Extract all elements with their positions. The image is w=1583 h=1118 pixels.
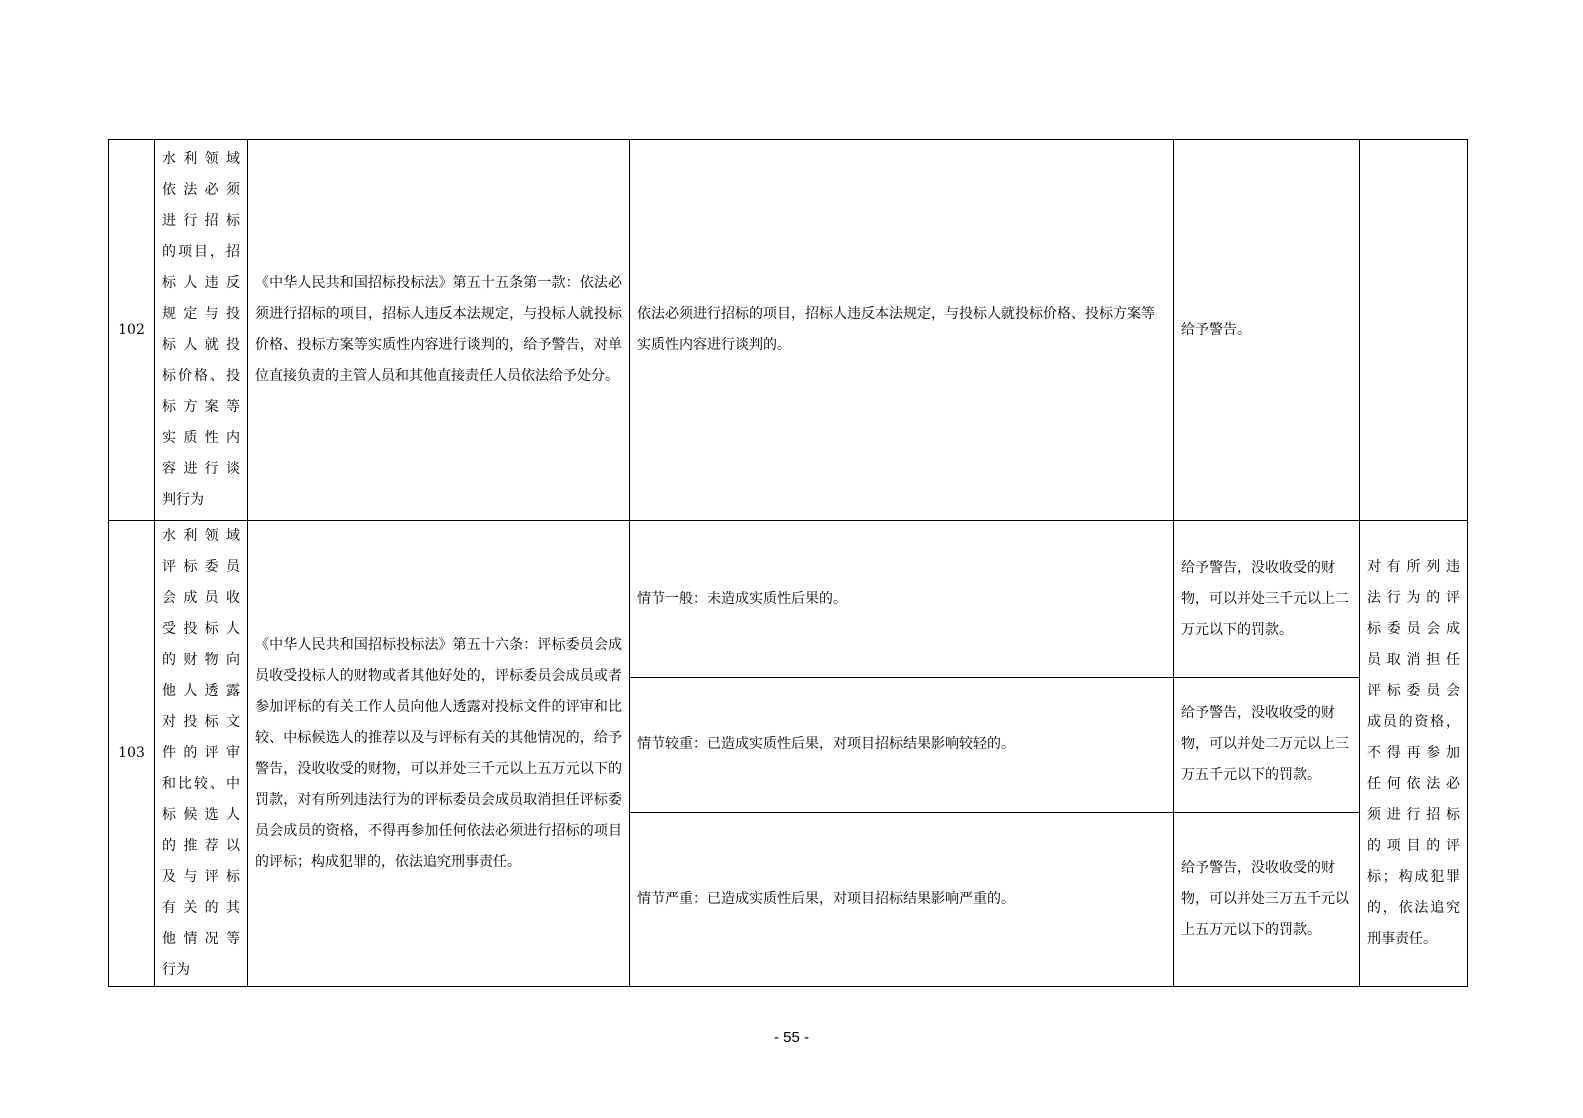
note-line: 法行为的评 (1367, 590, 1460, 606)
name-line: 件的评审 (162, 745, 240, 761)
name-line: 进行招标 (162, 213, 240, 229)
legal-basis: 《中华人民共和国招标投标法》第五十五条第一款：依法必须进行招标的项目，招标人违反本法规定，与投标人就投标价格、投标方案等实质性内容进行谈判的，给予警告，对单位直接负责的主管人员和其他直接责任人员依法给予处分。 (248, 140, 630, 521)
note-line: 对有所列违 (1367, 559, 1460, 575)
note-line: 成员的资格， (1367, 714, 1460, 730)
name-line: 依法必须 (162, 182, 240, 198)
violation-name (155, 140, 248, 521)
page-number: - 55 - (773, 1029, 809, 1046)
penalty-standard: 给予警告，没收收受的财物，可以并处三万五千元以上五万元以下的罚款。 (1174, 812, 1360, 987)
name-line: 容进行谈 (162, 461, 240, 477)
name-line: 实质性内 (162, 430, 240, 446)
name-line: 的项目，招 (162, 244, 240, 260)
name-line: 水利领域 (162, 528, 240, 544)
penalty-standard: 给予警告。 (1174, 140, 1360, 521)
name-line: 标人违反 (162, 275, 240, 291)
name-line: 受投标人 (162, 621, 240, 637)
name-line: 规定与投 (162, 306, 240, 322)
note-line: 评标委员会 (1367, 683, 1460, 699)
note-line: 须进行招标 (1367, 807, 1460, 823)
circumstance-condition: 情节较重：已造成实质性后果，对项目招标结果影响较轻的。 (630, 678, 1174, 812)
name-line: 评标委员 (162, 559, 240, 575)
name-line: 水利领域 (162, 151, 240, 167)
note-line: 标；构成犯罪 (1367, 869, 1460, 885)
circumstance-condition: 情节一般：未造成实质性后果的。 (630, 521, 1174, 678)
name-line: 对投标文 (162, 714, 240, 730)
name-line: 会成员收 (162, 590, 240, 606)
name-line: 标价格、投 (162, 368, 240, 384)
violation-name (155, 521, 248, 987)
penalty-standard: 给予警告，没收收受的财物，可以并处二万元以上三万五千元以下的罚款。 (1174, 678, 1360, 812)
note-line: 员取消担任 (1367, 652, 1460, 668)
name-line: 标候选人 (162, 807, 240, 823)
name-line: 他情况等 (162, 931, 240, 947)
name-line: 的推荐以 (162, 838, 240, 854)
note-line: 的，依法追究 (1367, 900, 1460, 916)
table-row (109, 140, 1468, 521)
name-line: 标方案等 (162, 399, 240, 415)
name-line: 标人就投 (162, 337, 240, 353)
remarks-cell (1360, 521, 1468, 987)
legal-basis: 《中华人民共和国招标投标法》第五十六条：评标委员会成员收受投标人的财物或者其他好处的，评标委员会成员或者参加评标的有关工作人员向他人透露对投标文件的评审和比较、中标候选人的推荐以及与评标有关的其他情况的，给予警告，没收收受的财物，可以并处三千元以上五万元以下的罚款，对有所列违法行为的评标委员会成员取消担任评标委员会成员的资格，不得再参加任何依法必须进行招标的项目的评标；构成犯罪的，依法追究刑事责任。 (248, 521, 630, 987)
note-line: 不得再参加 (1367, 745, 1460, 761)
note-line: 标委员会成 (1367, 621, 1460, 637)
circumstance-condition: 情节严重：已造成实质性后果，对项目招标结果影响严重的。 (630, 812, 1174, 987)
name-line: 有关的其 (162, 900, 240, 916)
row-number: 102 (109, 140, 155, 521)
penalty-standards-table (108, 139, 1468, 987)
penalty-standard: 给予警告，没收收受的财物，可以并处三千元以上二万元以下的罚款。 (1174, 521, 1360, 678)
name-line: 及与评标 (162, 869, 240, 885)
name-line: 的财物向 (162, 652, 240, 668)
name-line: 行为 (162, 962, 190, 978)
circumstance-condition: 依法必须进行招标的项目，招标人违反本法规定，与投标人就投标价格、投标方案等实质性内容进行谈判的。 (630, 140, 1174, 521)
table-body (109, 140, 1468, 987)
row-number: 103 (109, 521, 155, 987)
note-line: 的项目的评 (1367, 838, 1460, 854)
table-row (109, 521, 1468, 678)
note-line: 刑事责任。 (1367, 931, 1437, 947)
remarks-cell (1360, 140, 1468, 521)
name-line: 和比较、中 (162, 776, 240, 792)
name-line: 他人透露 (162, 683, 240, 699)
name-line: 判行为 (162, 492, 204, 508)
note-line: 任何依法必 (1367, 776, 1460, 792)
